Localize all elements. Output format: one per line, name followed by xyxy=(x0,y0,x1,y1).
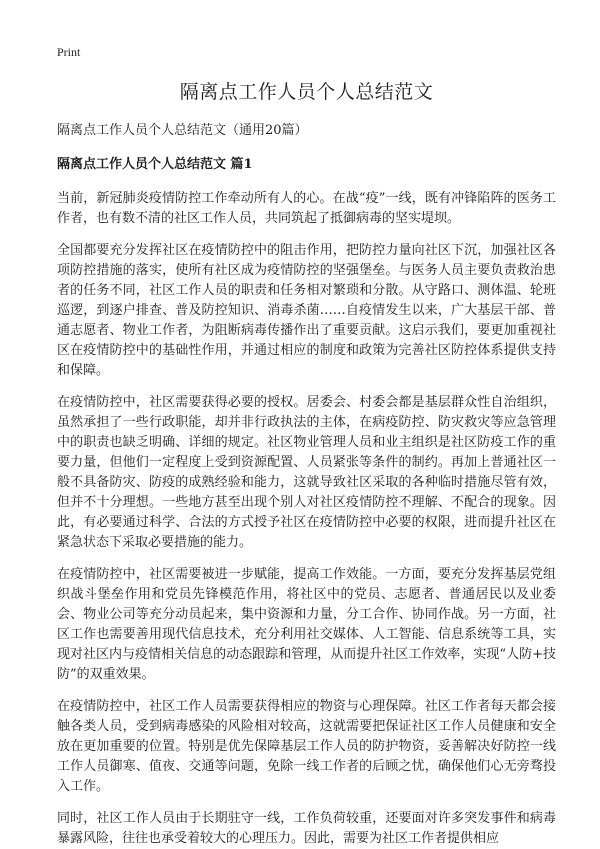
paragraph: 全国都要充分发挥社区在疫情防控中的阻击作用，把防控力量向社区下沉，加强社区各项防控措施的落实，使所有社区成为疫情防控的坚强堡垒。与医务人员主要负责救治患者的任务不同，社区工作人员的职责和任务相对繁琐和分散。从守路口、测体温、轮班巡逻，到逐户排查、普及防控知识、消毒杀菌……自疫情发生以来，广大基层干部、普通志愿者、物业工作者，为阻断病毒传播作出了重要贡献。这启示我们，要更加重视社区在疫情防控中的基础性作用，并通过相应的制度和政策为完善社区防控体系提供支持和保障。 xyxy=(57,243,556,378)
paragraph: 在疫情防控中，社区需要获得必要的授权。居委会、村委会都是基层群众性自治组织，虽然承担了一些行政职能，却并非行政执法的主体，在病疫防控、防灾救灾等应急管理中的职责也缺乏明确、详细的规定。社区物业管理人员和业主组织是社区防疫工作的重要力量，但他们一定程度上受到资源配置、人员紧张等条件的制约。再加上普通社区一般不具备防灾、防疫的成熟经验和能力，这就导致社区采取的各种临时措施尽管有效，但并不十分理想。一些地方甚至出现个别人对社区疫情防控不理解、不配合的现象。因此，有必要通过科学、合法的方式授予社区在疫情防控中必要的权限，进而提升社区在紧急状态下采取必要措施的能力。 xyxy=(57,395,556,550)
paragraph: 在疫情防控中，社区需要被进一步赋能，提高工作效能。一方面，要充分发挥基层党组织战斗堡垒作用和党员先锋模范作用，将社区中的党员、志愿者、普通居民以及业委会、物业公司等充分动员起来，集中资源和力量，分工合作、协同作战。另一方面，社区工作也需要善用现代信息技术，充分利用社交媒体、人工智能、信息系统等工具，实现对社区内与疫情相关信息的动态跟踪和管理，从而提升社区工作效率，实现“人防+技防”的双重效果。 xyxy=(57,567,556,682)
document-subtitle: 隔离点工作人员个人总结范文（通用20篇） xyxy=(57,123,308,138)
paragraph: 同时，社区工作人员由于长期驻守一线，工作负荷较重，还要面对许多突发事件和病毒暴露风险，往往也承受着较大的心理压力。因此，需要为社区工作者提供相应 xyxy=(57,811,556,846)
paragraph: 在疫情防控中，社区工作人员需要获得相应的物资与心理保障。社区工作者每天都会接触各类人员，受到病毒感染的风险相对较高，这就需要把保证社区工作人员健康和安全放在更加重要的位置。特别是优先保障基层工作人员的防护物资，妥善解决好防控一线工作人员御寒、值夜、交通等问题，免除一线工作者的后顾之忧，确保他们心无旁骛投入工作。 xyxy=(57,699,556,794)
document-title: 隔离点工作人员个人总结范文 xyxy=(179,81,434,103)
paragraph: 当前，新冠肺炎疫情防控工作牵动所有人的心。在战“疫”一线，既有冲锋陷阵的医务工作者，也有数不清的社区工作人员，共同筑起了抵御病毒的坚实堤坝。 xyxy=(57,191,556,226)
section-heading: 隔离点工作人员个人总结范文 篇1 xyxy=(57,157,253,172)
print-label: Print xyxy=(57,45,81,59)
